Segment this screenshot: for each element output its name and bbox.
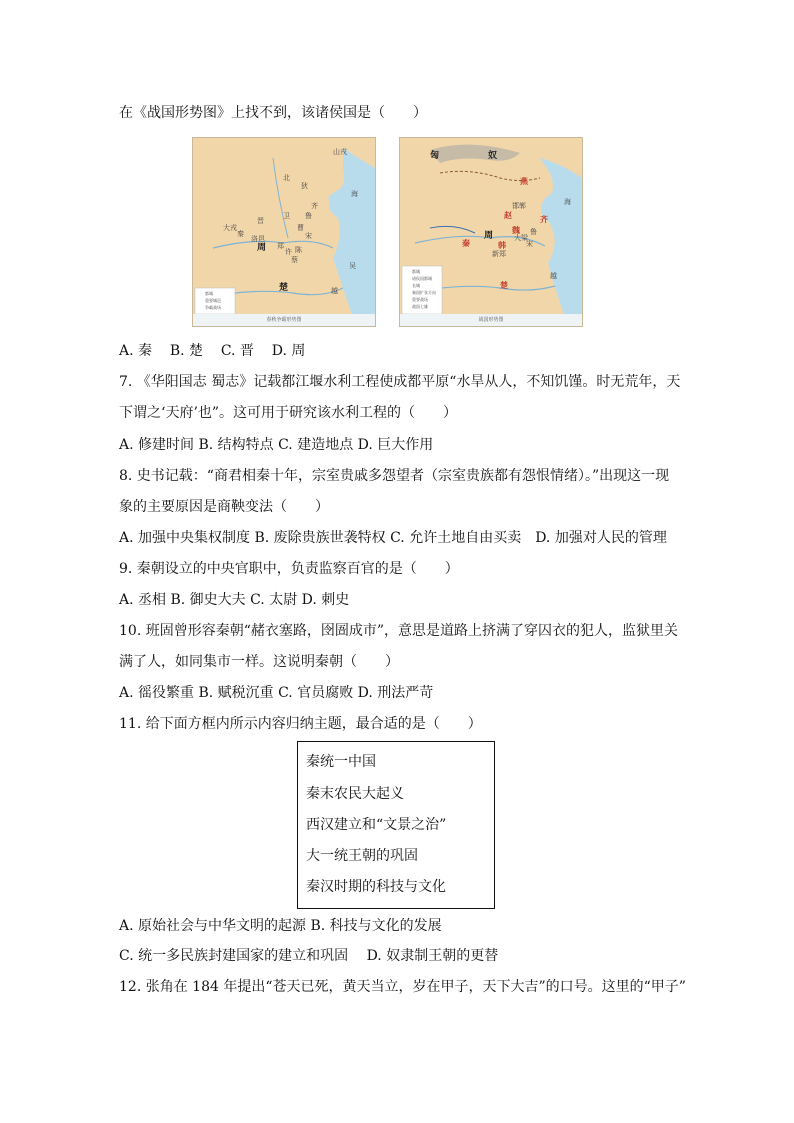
box-item: 秦汉时期的科技与文化 xyxy=(306,879,446,895)
label-handan: 邯郸 xyxy=(512,202,526,210)
label-darong: 大戎 xyxy=(223,224,237,232)
label-wei: 卫 xyxy=(283,212,290,220)
legend-state-capital: 诸侯国都城 xyxy=(412,276,432,281)
q7-stem-line2: 下谓之‘天府’也”。这可用于研究该水利工程的（ ） xyxy=(119,405,458,421)
label-qin: 秦 xyxy=(462,239,470,248)
legend-battle: 争霸战场 xyxy=(205,305,221,310)
label-chu: 楚 xyxy=(279,283,289,293)
label-jin: 晋 xyxy=(257,217,264,225)
legend-qin-expansion: 秦国扩张方向 xyxy=(412,290,436,295)
q8-stem-line1: 8. 史书记载：“商君相秦十年，宗室贵戚多怨望者（宗室贵族都有怨恨情绪）。”出现这一现 xyxy=(119,468,670,484)
q6-options xyxy=(119,341,305,361)
legend-battle: 重要战场 xyxy=(412,297,428,302)
q12-stem: 12. 张角在 184 年提出“苍天已死，黄天当立，岁在甲子，天下大吉”的口号。这里的“甲子” xyxy=(119,979,686,995)
legend-capital: 都城 xyxy=(205,291,213,296)
label-xinzheng: 新郑 xyxy=(492,250,506,258)
label-wei: 魏 xyxy=(512,226,520,235)
left-map-labels xyxy=(193,138,375,314)
label-chu: 楚 xyxy=(500,281,508,290)
label-wu: 吴 xyxy=(349,262,356,270)
q9-stem: 9. 秦朝设立的中央官职中，负责监察百官的是（ ） xyxy=(119,561,459,577)
q11-options-line2[interactable]: C. 统一多民族封建国家的建立和巩固 D. 奴隶制王朝的更替 xyxy=(119,948,499,964)
box-item: 西汉建立和“文景之治” xyxy=(306,817,447,833)
legend-seven-states: 战国七雄 xyxy=(412,304,428,309)
label-zhou: 周 xyxy=(257,243,267,253)
q7-options[interactable]: A. 修建时间 B. 结构特点 C. 建造地点 D. 巨大作用 xyxy=(119,437,434,453)
label-qi: 齐 xyxy=(540,215,548,224)
right-map-labels xyxy=(400,138,582,314)
label-lu: 鲁 xyxy=(305,212,312,220)
label-xu: 许 xyxy=(285,248,292,256)
q10-stem-line2: 满了人，如同集市一样。这说明秦朝（ ） xyxy=(119,654,399,670)
label-luoyi: 洛邑 xyxy=(251,235,265,243)
label-cao: 曹 xyxy=(297,224,304,232)
label-hai: 海 xyxy=(351,190,358,198)
label-zheng: 郑 xyxy=(277,242,284,250)
q11-content-box xyxy=(297,741,495,909)
label-song: 宋 xyxy=(305,232,312,240)
q6-option-b[interactable]: B. 楚 xyxy=(169,343,204,359)
q8-options[interactable]: A. 加强中央集权制度 B. 废除贵族世袭特权 C. 允许土地自由买卖 D. 加强对人民的管理 xyxy=(119,530,667,546)
label-hai: 海 xyxy=(564,198,571,206)
warring-states-map xyxy=(399,137,583,327)
legend-capital: 都城 xyxy=(412,269,420,274)
label-cai: 蔡 xyxy=(291,256,298,264)
label-song: 宋 xyxy=(526,240,533,248)
legend-city: 重要城邑 xyxy=(205,298,221,303)
q6-stem-tail: 在《战国形势图》上找不到，该诸侯国是（ ） xyxy=(119,105,427,121)
box-item: 大一统王朝的巩固 xyxy=(306,848,418,864)
right-map-caption: 战国形势图 xyxy=(400,314,582,326)
label-di: 狄 xyxy=(301,182,308,190)
box-item: 秦统一中国 xyxy=(306,754,376,770)
label-daliang: 大梁 xyxy=(514,234,528,242)
label-yan: 燕 xyxy=(520,177,528,186)
spring-autumn-map xyxy=(192,137,376,327)
label-han: 韩 xyxy=(498,241,506,250)
q11-options-line1[interactable]: A. 原始社会与中华文明的起源 B. 科技与文化的发展 xyxy=(119,918,442,934)
label-bei: 北 xyxy=(283,174,290,182)
q8-stem-line2: 象的主要原因是商鞅变法（ ） xyxy=(119,499,329,515)
label-qin: 秦 xyxy=(237,230,244,238)
label-xiong: 匈 xyxy=(430,151,440,161)
q6-option-a[interactable]: A. 秦 xyxy=(119,343,153,359)
legend-great-wall: 长城 xyxy=(412,283,420,288)
label-yue: 越 xyxy=(550,272,557,280)
label-yue: 越 xyxy=(331,287,338,295)
label-shanrong: 山戎 xyxy=(333,148,347,156)
box-item: 秦末农民大起义 xyxy=(306,786,404,802)
left-map-caption: 春秋争霸形势图 xyxy=(193,314,375,326)
label-qi: 齐 xyxy=(311,202,318,210)
map-figure xyxy=(192,137,598,325)
label-zhou: 周 xyxy=(484,231,494,241)
q7-stem-line1: 7. 《华阳国志 蜀志》记载都江堰水利工程使成都平原“水旱从人，不知饥馑。时无荒年，天 xyxy=(119,374,681,390)
label-zhao: 赵 xyxy=(504,211,512,220)
q6-option-d[interactable]: D. 周 xyxy=(271,343,306,359)
q10-options[interactable]: A. 徭役繁重 B. 赋税沉重 C. 官员腐败 D. 刑法严苛 xyxy=(119,685,434,701)
label-lu: 鲁 xyxy=(530,228,537,236)
q9-options[interactable]: A. 丞相 B. 御史大夫 C. 太尉 D. 刺史 xyxy=(119,592,350,608)
q11-stem: 11. 给下面方框内所示内容归纳主题，最合适的是（ ） xyxy=(119,716,482,732)
label-chen: 陈 xyxy=(295,246,302,254)
q6-option-c[interactable]: C. 晋 xyxy=(220,343,254,359)
q10-stem-line1: 10. 班固曾形容秦朝“赭衣塞路，囹圄成市”，意思是道路上挤满了穿囚衣的犯人，监狱里关 xyxy=(119,623,679,639)
label-nu: 奴 xyxy=(488,151,498,161)
